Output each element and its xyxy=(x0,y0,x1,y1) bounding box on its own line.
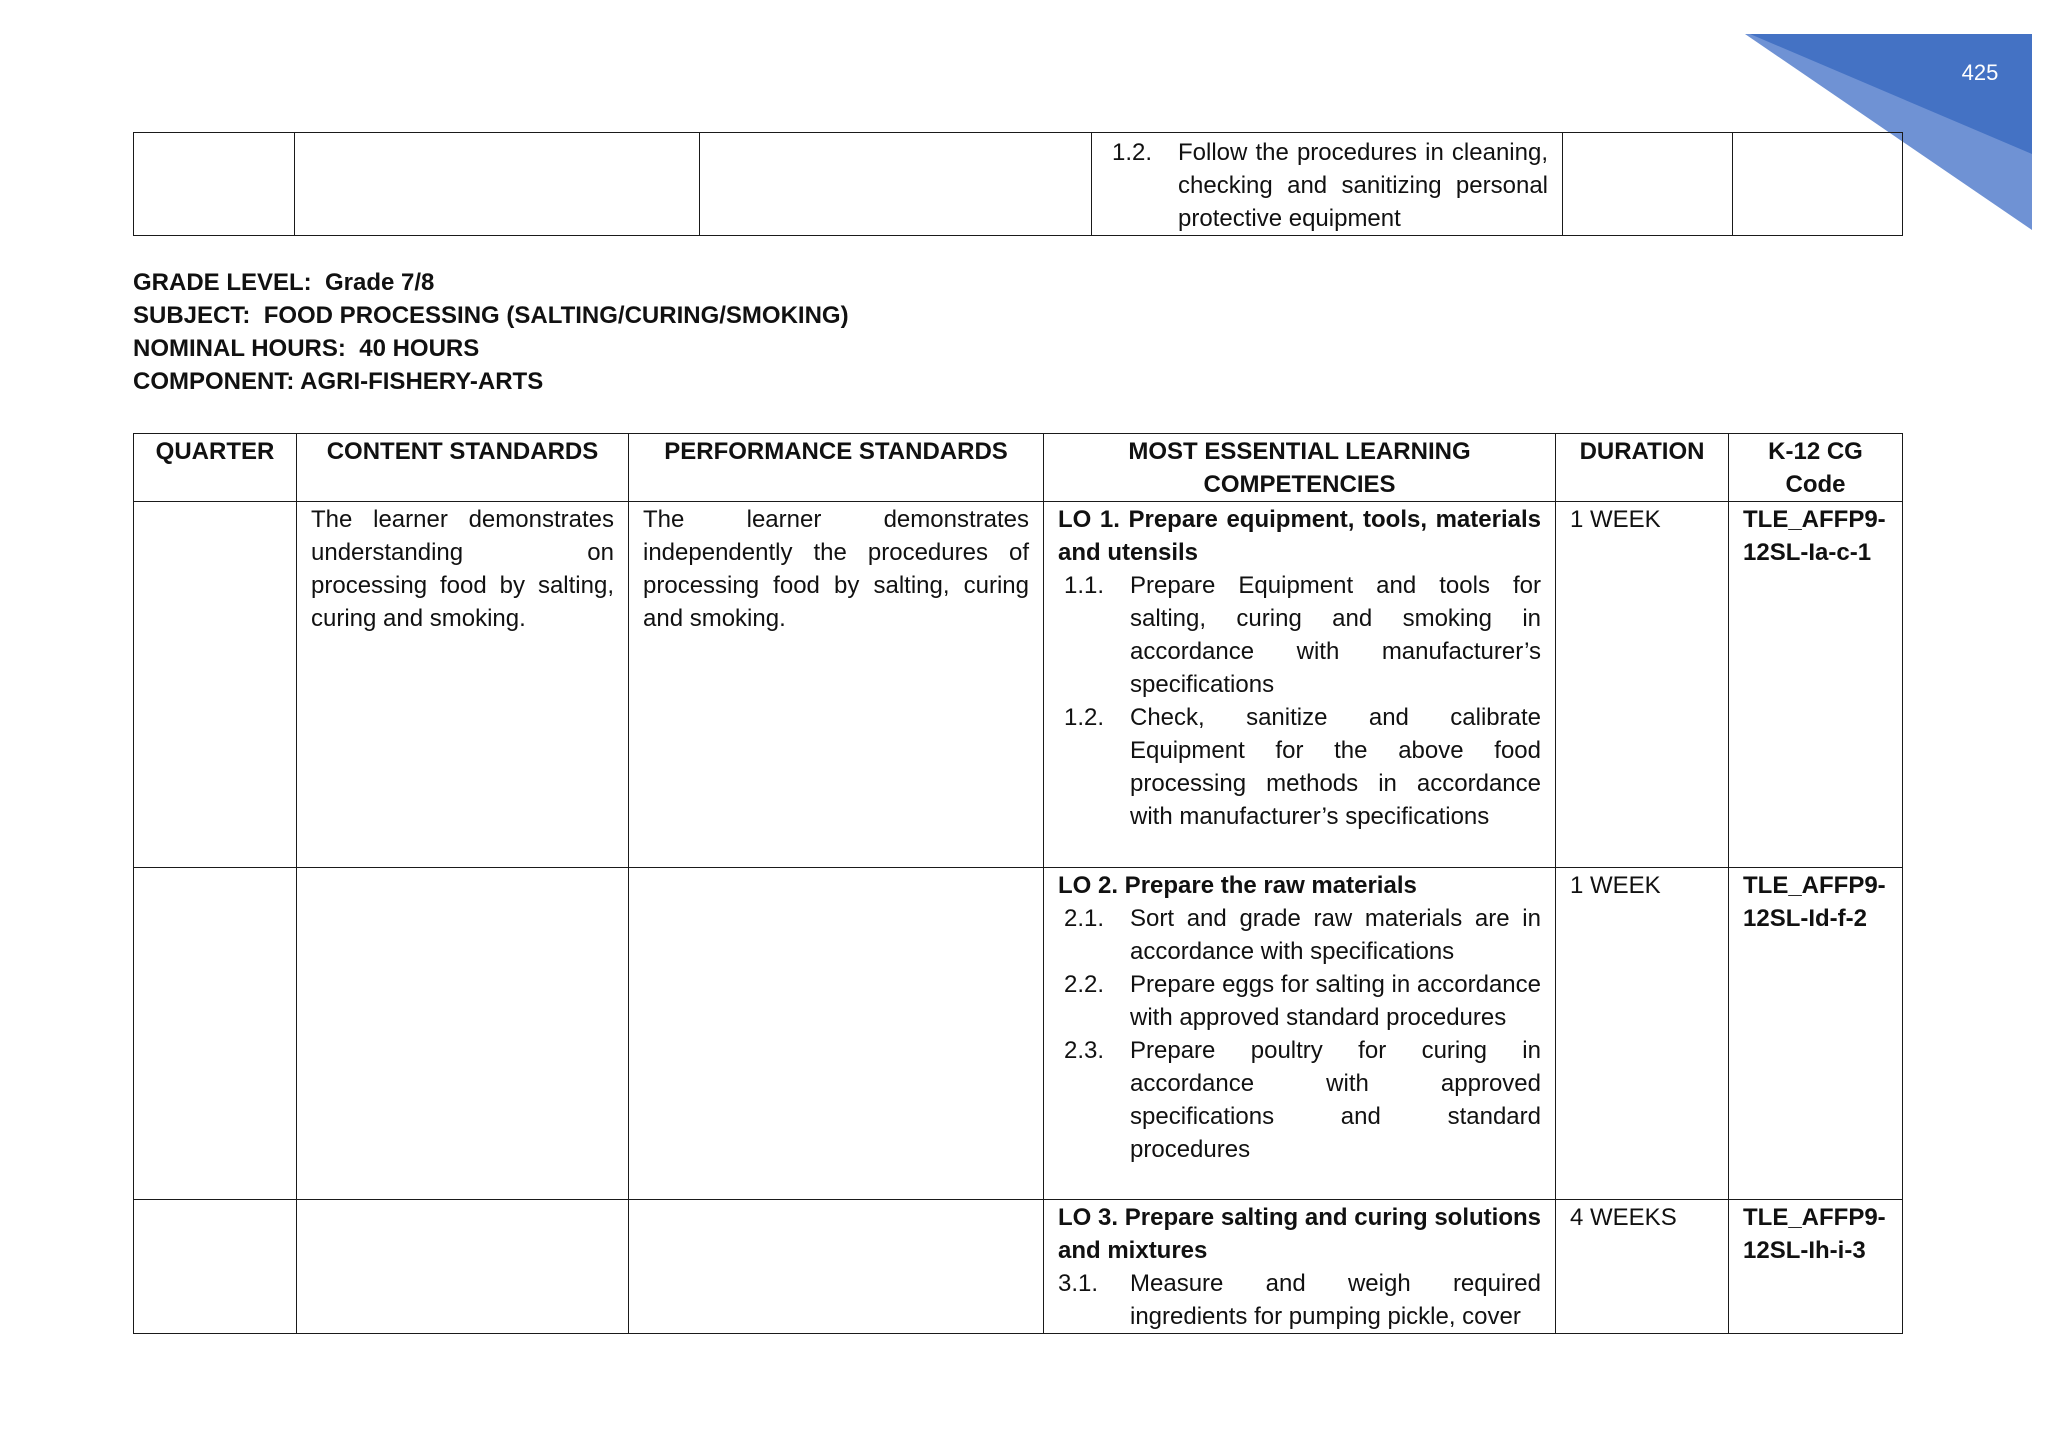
competency-number: 2.2. xyxy=(1064,971,1105,998)
table-row xyxy=(134,133,1903,236)
competency-item xyxy=(1058,1267,1541,1333)
header-row xyxy=(134,434,1903,502)
competency-text: Prepare poultry for curing in accordance with approved specifications and standard procedures xyxy=(1130,1037,1541,1163)
grade-level: GRADE LEVEL: Grade 7/8 xyxy=(133,269,435,296)
competency-item xyxy=(1058,569,1541,701)
performance-standards-cell xyxy=(700,133,1092,236)
competency-number: 3.1. xyxy=(1058,1270,1099,1297)
duration-cell: 4 WEEKS xyxy=(1556,1200,1729,1334)
quarter-cell xyxy=(134,133,295,236)
competency-number: 2.3. xyxy=(1064,1037,1105,1064)
header-performance-standards: PERFORMANCE STANDARDS xyxy=(629,434,1044,502)
nominal-hours: NOMINAL HOURS: 40 HOURS xyxy=(133,335,480,362)
lo-title: LO 1. Prepare equipment, tools, materials and utensils xyxy=(1058,506,1541,566)
content-standards-cell: The learner demonstrates understanding on processing food by salting, curing and smoking. xyxy=(297,502,629,868)
continuation-table xyxy=(133,132,1903,236)
competency-item xyxy=(1106,136,1548,235)
header-competencies: MOST ESSENTIAL LEARNING COMPETENCIES xyxy=(1044,434,1556,502)
quarter-cell xyxy=(134,1200,297,1334)
competency-text: Measure and weigh required ingredients for pumping pickle, cover xyxy=(1130,1270,1541,1330)
header-code: K-12 CG Code xyxy=(1729,434,1903,502)
duration-cell: 1 WEEK xyxy=(1556,502,1729,868)
header-content-standards: CONTENT STANDARDS xyxy=(297,434,629,502)
duration-cell: 1 WEEK xyxy=(1556,868,1729,1200)
competency-number: 1.2. xyxy=(1112,139,1153,166)
competencies-cell xyxy=(1044,868,1556,1200)
quarter-cell xyxy=(134,868,297,1200)
content-standards-cell xyxy=(297,1200,629,1334)
competency-item xyxy=(1058,968,1541,1034)
header-quarter: QUARTER xyxy=(134,434,297,502)
subject: SUBJECT: FOOD PROCESSING (SALTING/CURING/SMOKING) xyxy=(133,302,849,329)
competencies-cell xyxy=(1092,133,1563,236)
competency-number: 1.1. xyxy=(1064,572,1105,599)
competency-text: Check, sanitize and calibrate Equipment for the above food processing methods in accordance with manufacturer’s specifications xyxy=(1130,704,1541,830)
table-row xyxy=(134,1200,1903,1334)
competency-number: 2.1. xyxy=(1064,905,1105,932)
competencies-cell xyxy=(1044,502,1556,868)
table-row xyxy=(134,868,1903,1200)
content-standards-cell xyxy=(297,868,629,1200)
code-cell: TLE_AFFP9-12SL-Ih-i-3 xyxy=(1729,1200,1903,1334)
page-number: 425 xyxy=(1961,60,1999,85)
duration-cell xyxy=(1563,133,1733,236)
competency-number: 1.2. xyxy=(1064,704,1105,731)
competency-text: Prepare eggs for salting in accordance with approved standard procedures xyxy=(1130,971,1541,1031)
performance-standards-cell xyxy=(629,868,1044,1200)
header-duration: DURATION xyxy=(1556,434,1729,502)
code-cell: TLE_AFFP9-12SL-Id-f-2 xyxy=(1729,868,1903,1200)
performance-standards-cell xyxy=(629,1200,1044,1334)
competency-text: Prepare Equipment and tools for salting, curing and smoking in accordance with manufacturer’s specifications xyxy=(1130,572,1541,698)
table-row xyxy=(134,502,1903,868)
competency-item xyxy=(1058,701,1541,833)
content-standards-cell xyxy=(295,133,700,236)
competency-item xyxy=(1058,902,1541,968)
lo-title: LO 3. Prepare salting and curing solutions and mixtures xyxy=(1058,1204,1541,1264)
curriculum-table xyxy=(133,433,1903,1334)
code-cell xyxy=(1733,133,1903,236)
competency-text: Sort and grade raw materials are in accordance with specifications xyxy=(1130,905,1541,965)
code-cell: TLE_AFFP9-12SL-Ia-c-1 xyxy=(1729,502,1903,868)
performance-standards-cell: The learner demonstrates independently the procedures of processing food by salting, curing and smoking. xyxy=(629,502,1044,868)
quarter-cell xyxy=(134,502,297,868)
competencies-cell xyxy=(1044,1200,1556,1334)
competency-text: Follow the procedures in cleaning, checking and sanitizing personal protective equipment xyxy=(1178,139,1548,232)
component: COMPONENT: AGRI-FISHERY-ARTS xyxy=(133,368,544,395)
competency-item xyxy=(1058,1034,1541,1166)
lo-title: LO 2. Prepare the raw materials xyxy=(1058,872,1417,899)
course-meta xyxy=(133,266,849,398)
